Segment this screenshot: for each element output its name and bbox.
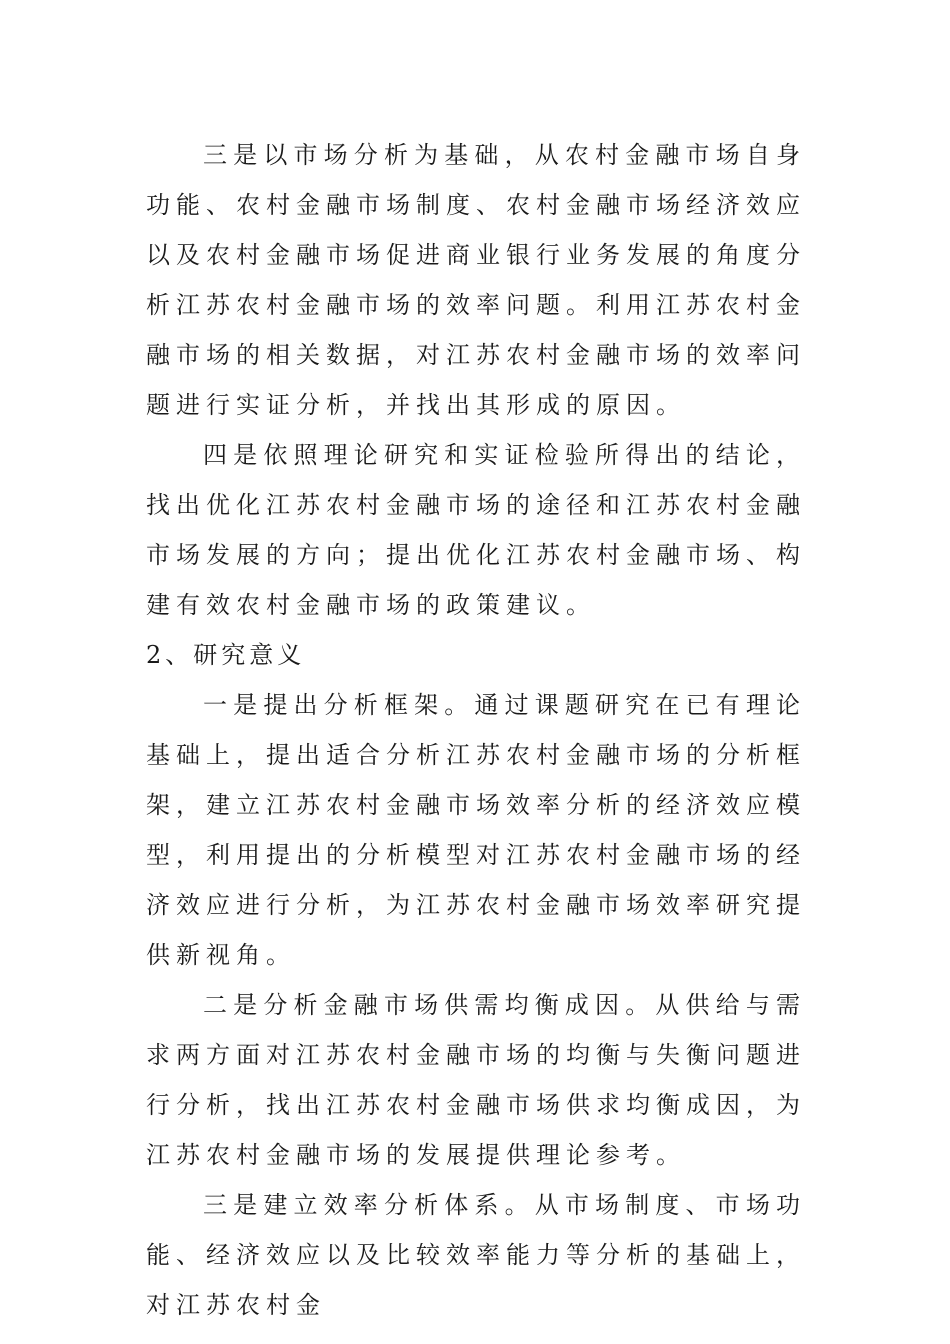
paragraph-analysis-framework: 一是提出分析框架。通过课题研究在已有理论基础上，提出适合分析江苏农村金融市场的分析框架，建立江苏农村金融市场效率分析的经济效应模型，利用提出的分析模型对江苏农村金融市场的经济效应进行分析，为江苏农村金融市场效率研究提供新视角。 [146, 691, 806, 969]
paragraph-market-analysis: 三是以市场分析为基础，从农村金融市场自身功能、农村金融市场制度、农村金融市场经济效应以及农村金融市场促进商业银行业务发展的角度分析江苏农村金融市场的效率问题。利用江苏农村金融市场的相关数据，对江苏农村金融市场的效率问题进行实证分析，并找出其形成的原因。 [146, 141, 806, 419]
paragraph-efficiency-system: 三是建立效率分析体系。从市场制度、市场功能、经济效应以及比较效率能力等分析的基础上，对江苏农村金 [146, 1191, 806, 1319]
section-heading-research-significance: 2、研究意义 [146, 641, 306, 669]
document-body [146, 130, 806, 1330]
paragraph-supply-demand-balance: 二是分析金融市场供需均衡成因。从供给与需求两方面对江苏农村金融市场的均衡与失衡问题进行分析，找出江苏农村金融市场供求均衡成因，为江苏农村金融市场的发展提供理论参考。 [146, 991, 806, 1169]
paragraph-policy-suggestions: 四是依照理论研究和实证检验所得出的结论，找出优化江苏农村金融市场的途径和江苏农村金融市场发展的方向；提出优化江苏农村金融市场、构建有效农村金融市场的政策建议。 [146, 441, 806, 619]
